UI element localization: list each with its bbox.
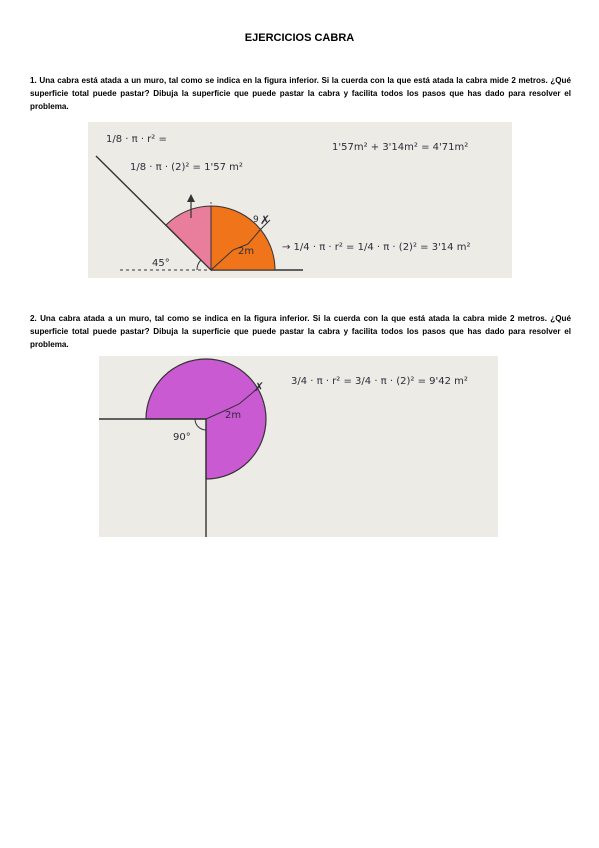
formula-a-calc: 1/8 · π · (2)² = 1'57 m² — [130, 162, 243, 173]
exercise-1-drawing — [88, 122, 512, 278]
angle-label: 45° — [152, 258, 170, 269]
goat-label: 9 — [253, 215, 259, 225]
page-title: EJERCICIOS CABRA — [244, 32, 355, 44]
goat-mark: ✗ — [254, 380, 265, 394]
radius-label: 2m — [225, 410, 242, 421]
exercise-2-statement — [30, 312, 571, 351]
arrow-up-head — [187, 194, 195, 202]
radius-label: 2m — [238, 246, 255, 257]
angle-arc — [195, 419, 206, 430]
exercise-1-photo — [88, 122, 512, 278]
angle-arc — [197, 260, 201, 270]
exercise-1-text: Una cabra está atada a un muro, tal como se indica en la figura inferior. Si la cuerda con la que está atada la cabra mide 2 metros. ¿Qué superficie total puede pastar? Dibuja la superficie que puede pastar la cabra y facilita todos los pasos que has dado para resolver el problema. — [30, 76, 572, 111]
exercise-2-photo — [99, 356, 498, 537]
formula-b: → 1/4 · π · r² = 1/4 · π · (2)² = 3'14 m² — [282, 242, 471, 253]
exercise-1-statement — [30, 74, 571, 113]
formula-a: 1/8 · π · r² = — [106, 134, 167, 145]
formula-sum: 1'57m² + 3'14m² = 4'71m² — [332, 142, 469, 153]
exercise-2-number: 2. — [30, 314, 37, 323]
pink-sector — [166, 206, 211, 270]
exercise-2-text: Una cabra atada a un muro, tal como se indica en la figura inferior. Si la cuerda con la que está atada la cabra mide 2 metros. ¿Qué superficie total puede pastar? Dibuja la superficie que puede pastar la cabra y facilita todos los pasos que has dado para resolver el problema. — [30, 314, 571, 349]
exercise-1-number: 1. — [30, 76, 37, 85]
formula: 3/4 · π · r² = 3/4 · π · (2)² = 9'42 m² — [291, 376, 468, 387]
angle-label: 90° — [173, 432, 191, 443]
exercise-2-drawing — [99, 356, 498, 537]
goat-mark: ✗ — [260, 213, 271, 227]
